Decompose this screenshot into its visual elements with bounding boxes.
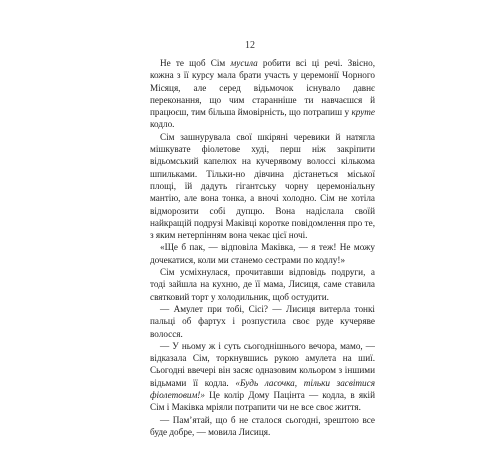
text-run: Це колір Дому Пацінта — кодла, в якій Сім і Маківка мріяли потрапити чи не все своє життя. xyxy=(150,390,375,413)
paragraph xyxy=(150,340,375,414)
italic-text: круте xyxy=(351,107,375,118)
page-number: 12 xyxy=(245,40,255,51)
body-text xyxy=(150,57,375,438)
text-run: Сім зашнурувала свої шкіряні черевики й натягла мішкувате фіолетове худі, перш ніж закріпити відьомський капелюх на кучерявому волоссі кількома шпильками. Тільки-но дівчина дістанеться міської площі, їй дадуть гігантську чорну церемоніальну мантію, але вона тонка, а вночі холодно. Сім не хотіла відморозити собі дупцю. Вона надіслала своїй найкращій подрузі Маківці коротке повідомлення про те, з яким нетерпінням вона чекає цієї ночі. xyxy=(150,131,375,241)
text-run: кодло. xyxy=(150,119,175,130)
text-run: Сім усміхнулася, прочитавши відповідь подруги, а тоді зайшла на кухню, де її мама, Лисиця, саме ставила святковий торт у холодильник, щоб остудити. xyxy=(150,267,375,302)
italic-text: «Будь ласочка, тільки засвітися фіолетовим!» xyxy=(150,377,375,401)
paragraph xyxy=(150,57,375,131)
paragraph xyxy=(150,303,375,340)
text-run: Не те щоб Сім xyxy=(160,58,231,68)
text-run: — Амулет при тобі, Сісі? — Лисиця витерла тонкі пальці об фартух і розпустила своє руде кучеряве волосся. xyxy=(150,303,375,339)
paragraph xyxy=(150,266,375,303)
paragraph xyxy=(150,414,375,439)
text-run: — Пам’ятай, що б не сталося сьогодні, зрештою все буде добре, — мовила Лисиця. xyxy=(150,414,375,437)
text-run: робити всі ці речі. Звісно, кожна з її курсу мала брати участь у церемонії Чорного Місяця, але серед відьмочок існувало давнє переконання, що чим старанніше ти навчаєшся й працюєш, тим більша ймовірність, що потрапиш у xyxy=(150,58,375,118)
italic-text: мусила xyxy=(230,58,258,68)
text-run: — У ньому ж і суть сьогоднішнього вечора, мамо, — відказала Сім, торкнувшись рукою амулета на шиї. Сьогодні ввечері він засяє одназовим кольором з іншими відьмами її кодла. xyxy=(150,340,375,388)
paragraph xyxy=(150,241,375,266)
paragraph xyxy=(150,131,375,242)
text-run: «Ще б пак, — відповіла Маківка, — я теж! Не можу дочекатися, коли ми станемо сестрами по кодлу!» xyxy=(150,242,375,265)
